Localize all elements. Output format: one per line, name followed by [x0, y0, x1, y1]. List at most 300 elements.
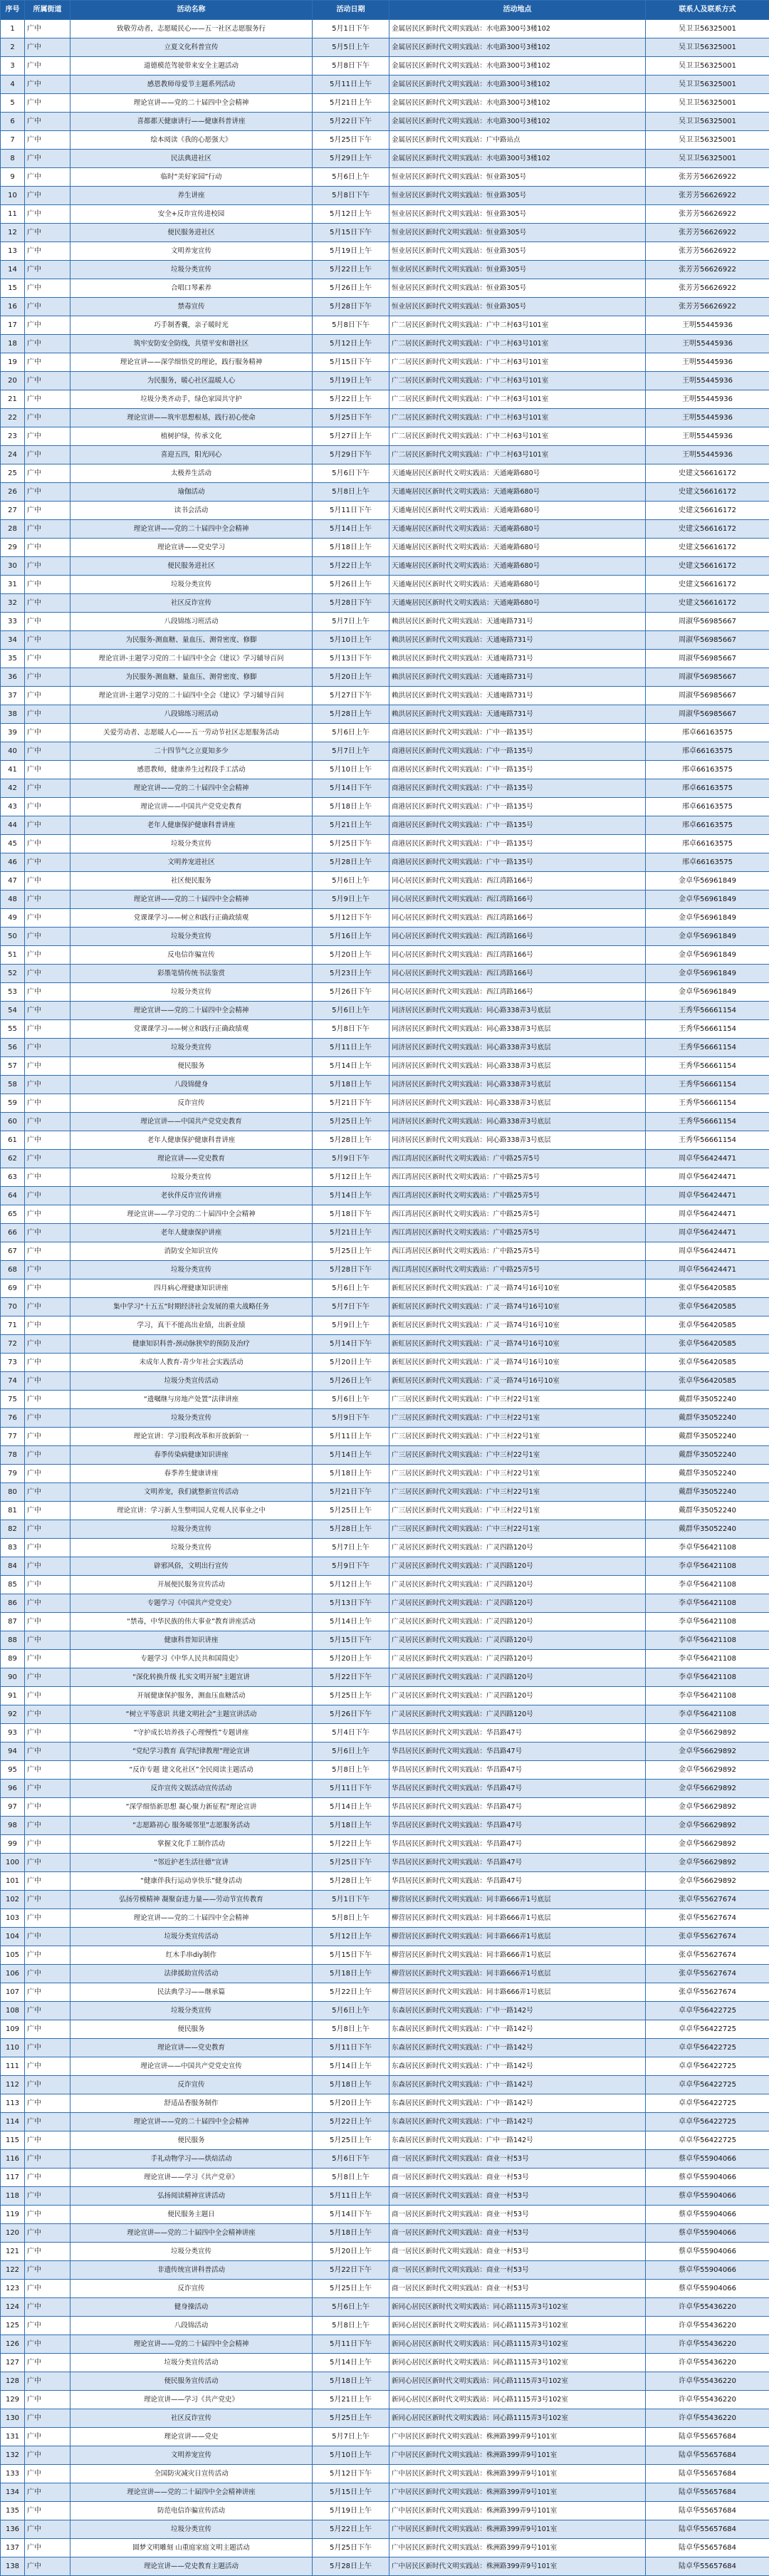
cell-area: 广中	[25, 131, 70, 150]
cell-location: 同济居民区新时代文明实践站：同心路338弄3号底层	[389, 1002, 646, 1020]
cell-date: 5月12日上午	[313, 1928, 389, 1946]
table-row	[1, 2094, 769, 2113]
cell-location: 广灵居民区新时代文明实践站：广灵四路120号	[389, 1687, 646, 1705]
cell-seq: 33	[1, 613, 25, 631]
cell-activity-name: 舒适品香服务制作	[70, 2094, 313, 2113]
cell-contact: 蔡卓华55904066	[646, 2150, 769, 2169]
cell-area: 广中	[25, 742, 70, 761]
cell-activity-name: 关爱劳动者、志愿暖人心——五一劳动节社区志愿服务活动	[70, 724, 313, 742]
cell-activity-name: 防范电信诈骗宣传活动	[70, 2502, 313, 2520]
cell-contact: 戴群华35052240	[646, 1409, 769, 1428]
table-row	[1, 1983, 769, 2002]
table-row	[1, 1854, 769, 1872]
cell-date: 5月8日下午	[313, 316, 389, 335]
cell-area: 广中	[25, 1557, 70, 1576]
cell-contact: 周淑华56985667	[646, 687, 769, 705]
cell-date: 5月12日下午	[313, 909, 389, 928]
cell-date: 5月6日下午	[313, 2150, 389, 2169]
cell-contact: 金卓华56961849	[646, 965, 769, 983]
cell-activity-name: 垃圾分类宣传	[70, 2520, 313, 2539]
cell-seq: 31	[1, 576, 25, 594]
cell-area: 广中	[25, 1743, 70, 1761]
header-activity-name: 活动名称	[70, 1, 313, 20]
cell-contact: 史建文56616172	[646, 539, 769, 557]
cell-location: 商一居民区新时代文明实践站：商业一村53号	[389, 2206, 646, 2224]
cell-activity-name: 四月病心理健康知识讲座	[70, 1279, 313, 1298]
table-row	[1, 1372, 769, 1391]
table-row	[1, 446, 769, 464]
cell-seq: 26	[1, 483, 25, 502]
cell-contact: 张芳芳56626922	[646, 298, 769, 316]
cell-location: 广中居民区新时代文明实践站：株洲路399弄9号101室	[389, 2557, 646, 2576]
cell-seq: 91	[1, 1687, 25, 1705]
cell-contact: 张芳芳56626922	[646, 279, 769, 298]
cell-area: 广中	[25, 1724, 70, 1743]
cell-seq: 108	[1, 2002, 25, 2020]
cell-contact: 陆卓华55657684	[646, 2539, 769, 2557]
table-row	[1, 427, 769, 446]
cell-area: 广中	[25, 446, 70, 464]
cell-seq: 59	[1, 1094, 25, 1113]
cell-area: 广中	[25, 1761, 70, 1780]
cell-activity-name: 弘扬阅读精神宣讲活动	[70, 2187, 313, 2206]
cell-seq: 110	[1, 2039, 25, 2057]
cell-area: 广中	[25, 1909, 70, 1928]
cell-date: 5月6日上午	[313, 1391, 389, 1409]
cell-activity-name: 理论宣讲——党的二十届四中全会精神	[70, 890, 313, 909]
cell-date: 5月14日下午	[313, 2206, 389, 2224]
cell-seq: 13	[1, 242, 25, 261]
cell-date: 5月25日下午	[313, 409, 389, 427]
cell-location: 西江湾居民区新时代文明实践站：广中路25弄5号	[389, 1168, 646, 1187]
cell-contact: 许卓华55436220	[646, 2317, 769, 2335]
cell-location: 广三居民区新时代文明实践站：广中三村22号1室	[389, 1446, 646, 1465]
table-row	[1, 1780, 769, 1798]
cell-area: 广中	[25, 1316, 70, 1335]
table-row	[1, 1724, 769, 1743]
cell-activity-name: “邻近护老生活往德”宣讲	[70, 1854, 313, 1872]
cell-area: 广中	[25, 1039, 70, 1057]
cell-activity-name: 专题学习《中华人民共和国简史》	[70, 1650, 313, 1668]
cell-activity-name: 民法典学习——继承篇	[70, 1983, 313, 2002]
cell-seq: 102	[1, 1891, 25, 1909]
cell-location: 华昌居民区新时代文明实践站：华昌路47号	[389, 1872, 646, 1891]
cell-activity-name: 反诈宣传	[70, 2076, 313, 2094]
table-row	[1, 668, 769, 687]
cell-activity-name: 理论宣讲——学习《共产党史》	[70, 2391, 313, 2409]
cell-activity-name: 党课课学习——树立和践行正确政绩观	[70, 1020, 313, 1039]
table-row	[1, 1446, 769, 1465]
cell-location: 商一居民区新时代文明实践站：商业一村53号	[389, 2280, 646, 2298]
cell-date: 5月18日上午	[313, 2372, 389, 2391]
cell-contact: 卓卓华56422725	[646, 2039, 769, 2057]
table-row	[1, 1965, 769, 1983]
cell-contact: 周卓华56424471	[646, 1261, 769, 1279]
cell-area: 广中	[25, 409, 70, 427]
cell-seq: 107	[1, 1983, 25, 2002]
cell-seq: 86	[1, 1594, 25, 1613]
cell-contact: 金卓华56961849	[646, 890, 769, 909]
cell-contact: 邢卓66163575	[646, 816, 769, 835]
cell-activity-name: 垃圾分类宣传	[70, 1539, 313, 1557]
cell-date: 5月7日上午	[313, 742, 389, 761]
cell-location: 同济居民区新时代文明实践站：同心路338弄3号底层	[389, 1020, 646, 1039]
cell-location: 广三居民区新时代文明实践站：广中三村22号1室	[389, 1428, 646, 1446]
header-row	[1, 1, 769, 20]
cell-seq: 90	[1, 1668, 25, 1687]
cell-activity-name: “深化转换升级 扎实文明开展”主题宣讲	[70, 1668, 313, 1687]
cell-date: 5月27日下午	[313, 687, 389, 705]
cell-contact: 王秀华56661154	[646, 1076, 769, 1094]
cell-location: 广二居民区新时代文明实践站：广中二村63号101室	[389, 409, 646, 427]
cell-area: 广中	[25, 2409, 70, 2428]
table-row	[1, 279, 769, 298]
cell-date: 5月12日上午	[313, 335, 389, 353]
cell-contact: 周卓华56424471	[646, 1168, 769, 1187]
cell-area: 广中	[25, 205, 70, 224]
cell-area: 广中	[25, 1705, 70, 1724]
cell-contact: 李卓华56421108	[646, 1576, 769, 1594]
table-row	[1, 2002, 769, 2020]
cell-location: 新同心居民区新时代文明实践站：同心路1115弄3号102室	[389, 2317, 646, 2335]
cell-area: 广中	[25, 1002, 70, 1020]
cell-activity-name: 感恩教师，健康养生过程段手工活动	[70, 761, 313, 779]
cell-seq: 101	[1, 1872, 25, 1891]
table-row	[1, 1261, 769, 1279]
cell-location: 新虹居民区新时代文明实践站：广灵一路74号16号10室	[389, 1372, 646, 1391]
cell-contact: 周淑华56985667	[646, 613, 769, 631]
cell-contact: 许卓华55436220	[646, 2372, 769, 2391]
cell-contact: 史建文56616172	[646, 464, 769, 483]
cell-seq: 6	[1, 113, 25, 131]
cell-seq: 56	[1, 1039, 25, 1057]
table-row	[1, 2113, 769, 2131]
cell-seq: 65	[1, 1205, 25, 1224]
cell-contact: 李卓华56421108	[646, 1705, 769, 1724]
cell-contact: 邢卓66163575	[646, 779, 769, 798]
cell-date: 5月14日上午	[313, 1446, 389, 1465]
table-row	[1, 576, 769, 594]
cell-contact: 张芳芳56626922	[646, 205, 769, 224]
cell-date: 5月28日上午	[313, 1131, 389, 1150]
cell-seq: 104	[1, 1928, 25, 1946]
table-row	[1, 38, 769, 57]
table-row	[1, 1631, 769, 1650]
cell-seq: 114	[1, 2113, 25, 2131]
cell-location: 广二居民区新时代文明实践站：广中二村63号101室	[389, 353, 646, 372]
cell-area: 广中	[25, 1613, 70, 1631]
cell-date: 5月9日上午	[313, 1316, 389, 1335]
cell-date: 5月13日下午	[313, 1594, 389, 1613]
cell-area: 广中	[25, 113, 70, 131]
cell-activity-name: “遗嘱继与房地产处置”法律讲座	[70, 1391, 313, 1409]
cell-date: 5月25日下午	[313, 2539, 389, 2557]
cell-contact: 金卓华56629892	[646, 1817, 769, 1835]
cell-contact: 卓卓华56422725	[646, 2131, 769, 2150]
cell-date: 5月25日上午	[313, 1113, 389, 1131]
cell-activity-name: 手礼动物学习——烘焙活动	[70, 2150, 313, 2169]
cell-location: 新同心居民区新时代文明实践站：同心路1115弄3号102室	[389, 2372, 646, 2391]
cell-contact: 张卓华56420585	[646, 1335, 769, 1354]
cell-activity-name: 未成年人教育-青少年社会实践活动	[70, 1354, 313, 1372]
table-row	[1, 1205, 769, 1224]
cell-seq: 49	[1, 909, 25, 928]
cell-area: 广中	[25, 38, 70, 57]
table-row	[1, 1187, 769, 1205]
cell-area: 广中	[25, 2020, 70, 2039]
cell-location: 广灵居民区新时代文明实践站：广灵四路120号	[389, 1631, 646, 1650]
cell-activity-name: 非遗传统宣讲科普活动	[70, 2261, 313, 2280]
cell-seq: 124	[1, 2298, 25, 2317]
cell-contact: 蔡卓华55904066	[646, 2224, 769, 2243]
table-row	[1, 224, 769, 242]
cell-contact: 金卓华56629892	[646, 1872, 769, 1891]
cell-activity-name: 便民服务主题日	[70, 2206, 313, 2224]
cell-location: 恒业居民区新时代文明实践站：恒业路305号	[389, 279, 646, 298]
cell-location: 金属居民区新时代文明实践站：水电路300号3楼102	[389, 150, 646, 168]
table-row	[1, 2076, 769, 2094]
cell-date: 5月19日上午	[313, 372, 389, 390]
cell-activity-name: 健康知识科普-颈动脉狭窄的预防及治疗	[70, 1335, 313, 1354]
cell-date: 5月14日上午	[313, 1057, 389, 1076]
cell-date: 5月19日上午	[313, 242, 389, 261]
cell-location: 商一居民区新时代文明实践站：商业一村53号	[389, 2243, 646, 2261]
cell-contact: 周卓华56424471	[646, 1187, 769, 1205]
cell-area: 广中	[25, 2354, 70, 2372]
cell-seq: 72	[1, 1335, 25, 1354]
cell-date: 5月9日下午	[313, 1150, 389, 1168]
cell-activity-name: “深学细悟新思想 凝心聚力新征程”理论宣讲	[70, 1798, 313, 1817]
cell-date: 5月15日下午	[313, 1946, 389, 1965]
cell-seq: 4	[1, 76, 25, 94]
table-row	[1, 1391, 769, 1409]
cell-location: 同心居民区新时代文明实践站：西江湾路166号	[389, 872, 646, 890]
table-row	[1, 520, 769, 539]
table-row	[1, 2131, 769, 2150]
cell-location: 恒业居民区新时代文明实践站：恒业路305号	[389, 224, 646, 242]
cell-location: 金属居民区新时代文明实践站：水电路300号3楼102	[389, 76, 646, 94]
cell-location: 广三居民区新时代文明实践站：广中三村22号1室	[389, 1391, 646, 1409]
cell-location: 广中居民区新时代文明实践站：株洲路399弄9号101室	[389, 2465, 646, 2483]
cell-date: 5月20日上午	[313, 668, 389, 687]
header-seq: 序号	[1, 1, 25, 20]
cell-seq: 119	[1, 2206, 25, 2224]
cell-area: 广中	[25, 2465, 70, 2483]
cell-seq: 30	[1, 557, 25, 576]
cell-seq: 41	[1, 761, 25, 779]
cell-activity-name: 理论宣讲——党的二十届四中全会精神	[70, 1002, 313, 1020]
cell-area: 广中	[25, 502, 70, 520]
cell-contact: 王秀华56661154	[646, 1094, 769, 1113]
cell-seq: 106	[1, 1965, 25, 1983]
cell-date: 5月10日上午	[313, 631, 389, 650]
cell-contact: 周淑华56985667	[646, 705, 769, 724]
cell-activity-name: 理论宣讲——党的二十届四中全会精神	[70, 779, 313, 798]
cell-date: 5月22日上午	[313, 390, 389, 409]
table-row	[1, 1668, 769, 1687]
cell-seq: 45	[1, 835, 25, 853]
cell-seq: 116	[1, 2150, 25, 2169]
cell-seq: 3	[1, 57, 25, 76]
cell-seq: 81	[1, 1502, 25, 1520]
cell-location: 广二居民区新时代文明实践站：广中二村63号101室	[389, 372, 646, 390]
cell-seq: 84	[1, 1557, 25, 1576]
cell-location: 华昌居民区新时代文明实践站：华昌路47号	[389, 1724, 646, 1743]
table-row	[1, 779, 769, 798]
cell-seq: 29	[1, 539, 25, 557]
cell-area: 广中	[25, 2502, 70, 2520]
cell-seq: 63	[1, 1168, 25, 1187]
table-row	[1, 724, 769, 742]
cell-location: 东森居民区新时代文明实践站：广中一路142号	[389, 2020, 646, 2039]
cell-location: 赖洪居民区新时代文明实践站：天通庵路731号	[389, 705, 646, 724]
cell-location: 广三居民区新时代文明实践站：广中三村22号1室	[389, 1465, 646, 1483]
cell-location: 商港居民区新时代文明实践站：广中一路135号	[389, 761, 646, 779]
cell-area: 广中	[25, 816, 70, 835]
cell-activity-name: 理论宣讲-主题学习党的二十届四中全会《建议》学习辅导百问	[70, 650, 313, 668]
table-row	[1, 1354, 769, 1372]
cell-activity-name: 党课课学习——树立和践行正确政绩观	[70, 909, 313, 928]
cell-location: 赖洪居民区新时代文明实践站：天通庵路731号	[389, 613, 646, 631]
cell-seq: 88	[1, 1631, 25, 1650]
cell-contact: 金卓华56961849	[646, 983, 769, 1002]
cell-seq: 138	[1, 2557, 25, 2576]
cell-contact: 李卓华56421108	[646, 1594, 769, 1613]
cell-activity-name: 文明养宠进社区	[70, 853, 313, 872]
cell-activity-name: 理论宣讲——党的二十届四中全会精神	[70, 2335, 313, 2354]
cell-area: 广中	[25, 983, 70, 1002]
cell-location: 广灵居民区新时代文明实践站：广灵四路120号	[389, 1576, 646, 1594]
cell-area: 广中	[25, 1854, 70, 1872]
cell-activity-name: 垃圾分类宣传活动	[70, 1928, 313, 1946]
cell-area: 广中	[25, 1631, 70, 1650]
cell-seq: 60	[1, 1113, 25, 1131]
cell-location: 新虹居民区新时代文明实践站：广灵一路74号16号10室	[389, 1316, 646, 1335]
cell-location: 商港居民区新时代文明实践站：广中一路135号	[389, 853, 646, 872]
cell-date: 5月7日上午	[313, 613, 389, 631]
cell-activity-name: “健康伴我行运动享快乐”健身活动	[70, 1872, 313, 1891]
cell-area: 广中	[25, 1687, 70, 1705]
table-row	[1, 1650, 769, 1668]
table-row	[1, 2428, 769, 2446]
cell-contact: 张卓华56420585	[646, 1316, 769, 1335]
table-row	[1, 1520, 769, 1539]
cell-contact: 张芳芳56626922	[646, 261, 769, 279]
cell-seq: 37	[1, 687, 25, 705]
cell-location: 东森居民区新时代文明实践站：广中一路142号	[389, 2002, 646, 2020]
cell-location: 恒业居民区新时代文明实践站：恒业路305号	[389, 168, 646, 187]
cell-activity-name: 便民服务宣传活动	[70, 2372, 313, 2391]
cell-area: 广中	[25, 1261, 70, 1279]
cell-activity-name: 便民服务	[70, 1057, 313, 1076]
cell-seq: 103	[1, 1909, 25, 1928]
cell-date: 5月8日下午	[313, 57, 389, 76]
table-row	[1, 409, 769, 427]
cell-date: 5月18日上午	[313, 1965, 389, 1983]
table-row	[1, 150, 769, 168]
cell-activity-name: 巧手制香囊，亲子暖时光	[70, 316, 313, 335]
cell-location: 柳营居民区新时代文明实践站：同丰路666弄1号底层	[389, 1909, 646, 1928]
cell-contact: 周淑华56985667	[646, 650, 769, 668]
cell-activity-name: 春季养生健康讲座	[70, 1465, 313, 1483]
cell-date: 5月26日下午	[313, 983, 389, 1002]
cell-location: 华昌居民区新时代文明实践站：华昌路47号	[389, 1761, 646, 1780]
cell-date: 5月9日下午	[313, 1409, 389, 1428]
table-row	[1, 261, 769, 279]
cell-date: 5月28日上午	[313, 705, 389, 724]
cell-date: 5月1日下午	[313, 1891, 389, 1909]
cell-activity-name: 八段锦练习班活动	[70, 613, 313, 631]
cell-location: 广灵居民区新时代文明实践站：广灵四路120号	[389, 1705, 646, 1724]
cell-date: 5月28日下午	[313, 298, 389, 316]
cell-seq: 20	[1, 372, 25, 390]
cell-activity-name: 理论宣讲——党的二十届四中全会精神讲座	[70, 2224, 313, 2243]
cell-area: 广中	[25, 279, 70, 298]
cell-area: 广中	[25, 2187, 70, 2206]
cell-area: 广中	[25, 1372, 70, 1391]
cell-date: 5月8日上午	[313, 1909, 389, 1928]
cell-date: 5月18日上午	[313, 2076, 389, 2094]
cell-contact: 蔡卓华55904066	[646, 2280, 769, 2298]
cell-location: 东森居民区新时代文明实践站：广中一路142号	[389, 2131, 646, 2150]
cell-activity-name: 理论宣讲——党的二十届四中全会精神	[70, 520, 313, 539]
cell-date: 5月25日上午	[313, 1242, 389, 1261]
cell-contact: 戴群华35052240	[646, 1520, 769, 1539]
cell-contact: 蔡卓华55904066	[646, 2206, 769, 2224]
cell-activity-name: 八段锦活动	[70, 2317, 313, 2335]
cell-activity-name: 太极养生活动	[70, 464, 313, 483]
cell-seq: 115	[1, 2131, 25, 2150]
cell-activity-name: 健身操活动	[70, 2298, 313, 2317]
table-row	[1, 965, 769, 983]
cell-contact: 许卓华55436220	[646, 2354, 769, 2372]
cell-location: 华昌居民区新时代文明实践站：华昌路47号	[389, 1780, 646, 1798]
cell-area: 广中	[25, 687, 70, 705]
cell-date: 5月20日上午	[313, 2243, 389, 2261]
cell-seq: 137	[1, 2539, 25, 2557]
cell-location: 同心居民区新时代文明实践站：西江湾路166号	[389, 928, 646, 946]
cell-activity-name: 消防安全知识宣传	[70, 1242, 313, 1261]
cell-location: 同济居民区新时代文明实践站：同心路338弄3号底层	[389, 1094, 646, 1113]
table-row	[1, 853, 769, 872]
cell-date: 5月23日上午	[313, 965, 389, 983]
cell-area: 广中	[25, 1242, 70, 1261]
cell-seq: 121	[1, 2243, 25, 2261]
cell-seq: 93	[1, 1724, 25, 1743]
cell-contact: 金卓华56629892	[646, 1780, 769, 1798]
cell-location: 华昌居民区新时代文明实践站：华昌路47号	[389, 1835, 646, 1854]
cell-location: 恒业居民区新时代文明实践站：恒业路305号	[389, 205, 646, 224]
cell-seq: 134	[1, 2483, 25, 2502]
cell-area: 广中	[25, 76, 70, 94]
table-row	[1, 1909, 769, 1928]
cell-seq: 85	[1, 1576, 25, 1594]
cell-activity-name: 临时“美好家园”行动	[70, 168, 313, 187]
cell-area: 广中	[25, 594, 70, 613]
cell-date: 5月6日上午	[313, 1002, 389, 1020]
table-row	[1, 835, 769, 853]
cell-seq: 80	[1, 1483, 25, 1502]
cell-area: 广中	[25, 1020, 70, 1039]
table-row	[1, 2206, 769, 2224]
cell-area: 广中	[25, 890, 70, 909]
cell-area: 广中	[25, 2243, 70, 2261]
cell-seq: 46	[1, 853, 25, 872]
cell-seq: 9	[1, 168, 25, 187]
cell-date: 5月22日上午	[313, 2520, 389, 2539]
cell-activity-name: 圆梦文明雕刻 山重庭家庭文明主题活动	[70, 2539, 313, 2557]
cell-location: 华昌居民区新时代文明实践站：华昌路47号	[389, 1798, 646, 1817]
